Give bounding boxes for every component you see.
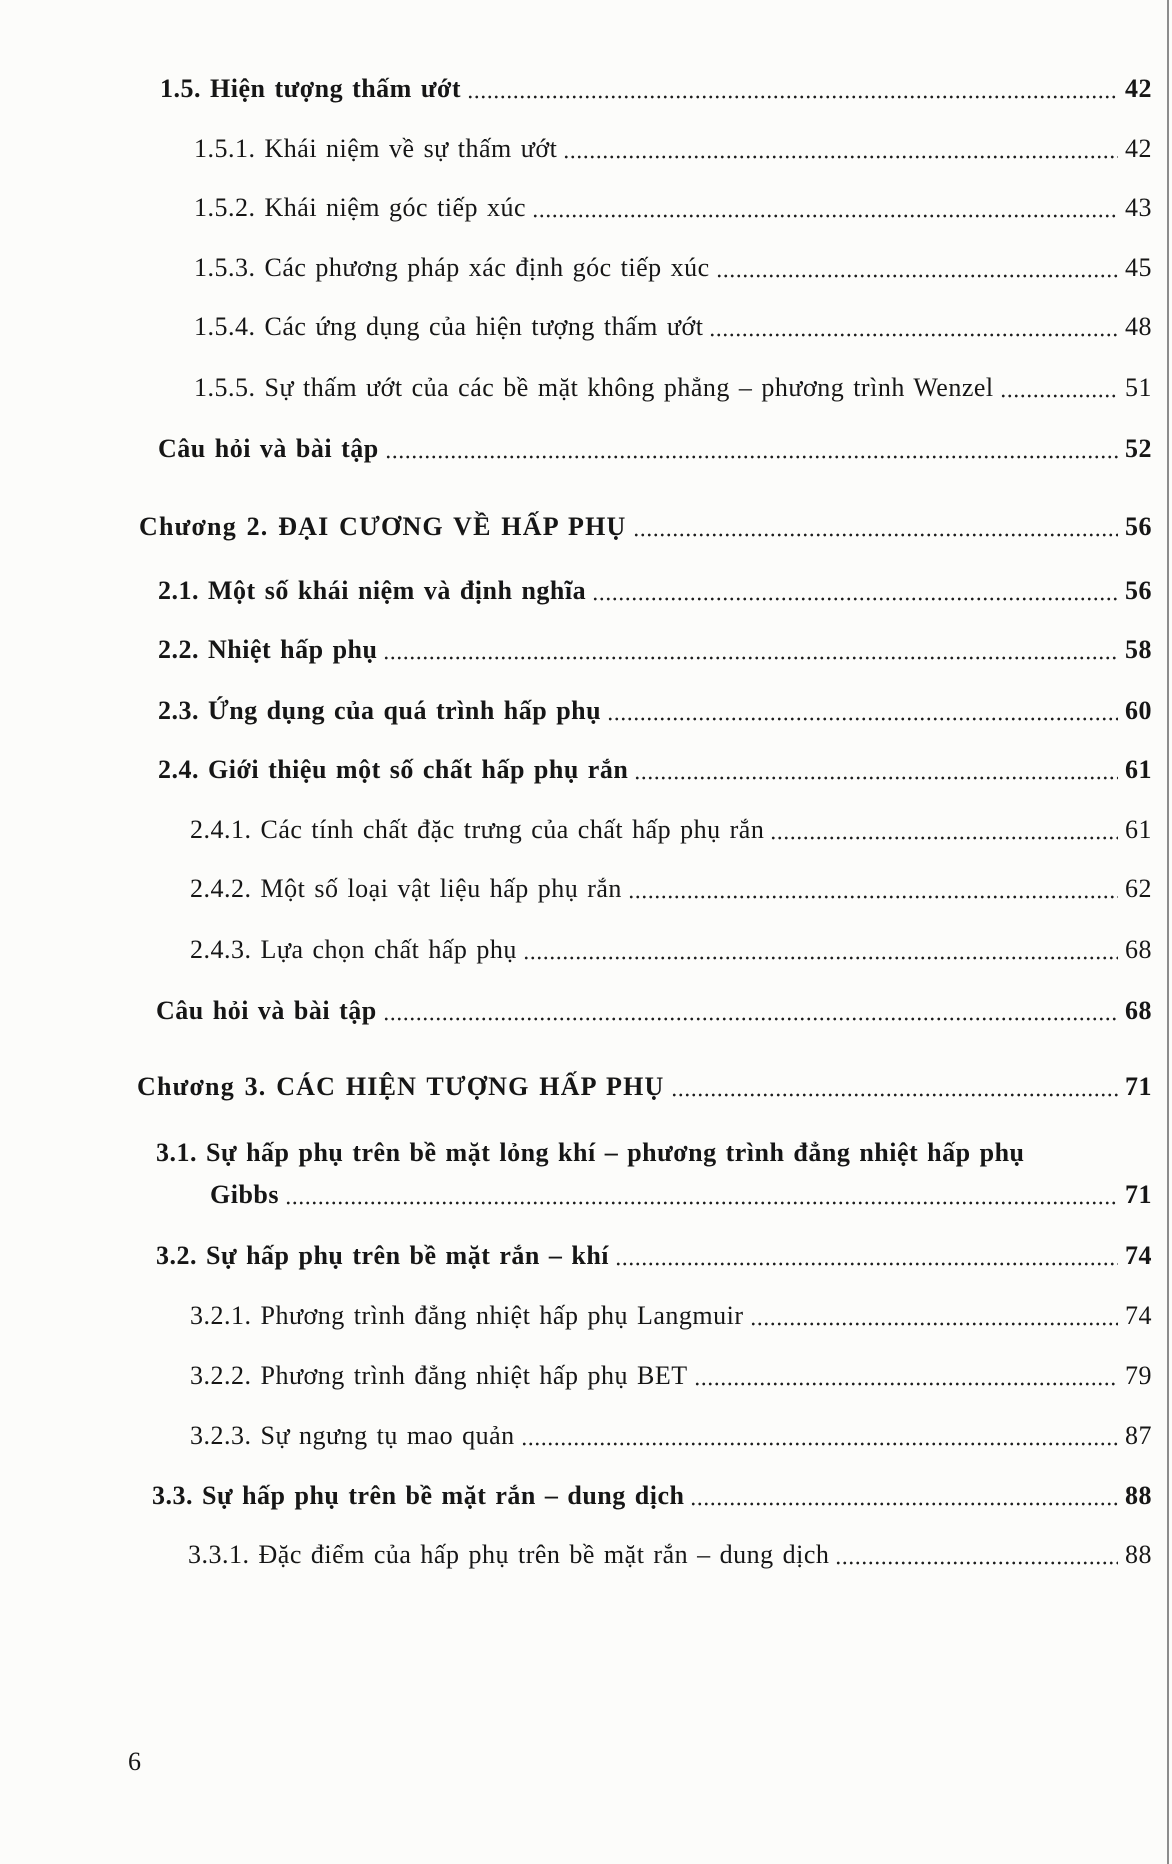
toc-entry-title: Chương 3. CÁC HIỆN TƯỢNG HẤP PHỤ [137,1072,665,1101]
toc-chapter-entry [139,510,1152,544]
dot-leader [383,656,1118,660]
dot-leader [750,1322,1118,1326]
toc-entry-page: 52 [1125,434,1152,463]
toc-questions-entry [156,994,1152,1028]
toc-entry-page: 61 [1125,755,1152,784]
toc-section-entry [158,633,1152,667]
toc-entry-title: Câu hỏi và bài tập [158,434,379,463]
toc-entry-page: 79 [1125,1361,1152,1390]
toc-entry-page: 88 [1125,1481,1152,1510]
toc-subsection-entry [194,371,1152,405]
dot-leader [628,895,1118,899]
toc-entry-page: 45 [1125,253,1152,282]
toc-entry-title: 3.1. Sự hấp phụ trên bề mặt lỏng khí – phương trình đẳng nhiệt hấp phụ [156,1138,1025,1167]
toc-entry-title: 1.5. Hiện tượng thấm ướt [160,74,461,103]
toc-subsection-entry [194,310,1152,344]
toc-entry-title: Câu hỏi và bài tập [156,996,377,1025]
toc-subsection-entry [190,872,1152,906]
toc-entry-title: 2.4.2. Một số loại vật liệu hấp phụ rắn [190,874,622,903]
toc-entry-page: 71 [1125,1072,1152,1101]
toc-subsection-entry [194,251,1152,285]
toc-entry-title: 1.5.4. Các ứng dụng của hiện tượng thấm ướt [194,312,704,341]
toc-subsection-entry [194,191,1152,225]
toc-entry-page: 48 [1125,312,1152,341]
toc-section-entry [152,1479,1152,1513]
toc-entry-page: 60 [1125,696,1152,725]
dot-leader [383,1017,1118,1021]
toc-entry-page: 58 [1125,635,1152,664]
toc-entry-title: 3.2. Sự hấp phụ trên bề mặt rắn – khí [156,1241,610,1270]
toc-entry-title: 2.4.3. Lựa chọn chất hấp phụ [190,935,517,964]
dot-leader [770,836,1118,840]
toc-section-entry [160,72,1152,106]
toc-entry-page: 71 [1125,1180,1152,1209]
toc-subsection-entry [190,933,1152,967]
toc-entry-title: 2.2. Nhiệt hấp phụ [158,635,378,664]
dot-leader [1000,394,1118,398]
toc-entry-title: Chương 2. ĐẠI CƯƠNG VỀ HẤP PHỤ [139,512,627,541]
toc-section-entry-line2 [210,1178,1152,1212]
toc-entry-title: 3.2.2. Phương trình đẳng nhiệt hấp phụ BET [190,1361,688,1390]
toc-entry-title: 1.5.3. Các phương pháp xác định góc tiếp xúc [194,253,710,282]
toc-subsection-entry [190,1299,1152,1333]
toc-entry-page: 68 [1125,996,1152,1025]
toc-entry-title-continuation: Gibbs [210,1180,279,1209]
dot-leader [615,1262,1118,1266]
page-edge [1167,0,1169,1864]
toc-entry-title: 3.2.1. Phương trình đẳng nhiệt hấp phụ Langmuir [190,1301,744,1330]
toc-subsection-entry [190,1359,1152,1393]
dot-leader [694,1382,1118,1386]
toc-section-entry [158,694,1152,728]
toc-entry-title: 3.3. Sự hấp phụ trên bề mặt rắn – dung dịch [152,1481,685,1510]
page-number: 6 [128,1747,141,1776]
dot-leader [521,1442,1118,1446]
toc-entry-page: 51 [1125,373,1152,402]
dot-leader [592,597,1118,601]
dot-leader [634,776,1118,780]
toc-subsection-entry [194,132,1152,166]
dot-leader [523,956,1118,960]
toc-entry-title: 2.4. Giới thiệu một số chất hấp phụ rắn [158,755,629,784]
toc-entry-title: 1.5.1. Khái niệm về sự thấm ướt [194,134,558,163]
toc-entry-page: 61 [1125,815,1152,844]
toc-section-entry-line1 [156,1136,1152,1170]
dot-leader [716,274,1118,278]
toc-entry-page: 56 [1125,512,1152,541]
toc-subsection-entry [188,1538,1152,1572]
toc-chapter-entry [137,1070,1152,1104]
dot-leader [285,1201,1118,1205]
toc-entry-page: 68 [1125,935,1152,964]
toc-questions-entry [158,432,1152,466]
dot-leader [532,214,1118,218]
toc-entry-page: 42 [1125,74,1152,103]
dot-leader [467,95,1118,99]
dot-leader [607,717,1118,721]
toc-entry-title: 2.3. Ứng dụng của quá trình hấp phụ [158,696,602,725]
toc-entry-page: 62 [1125,874,1152,903]
toc-entry-title: 1.5.5. Sự thấm ướt của các bề mặt không phẳng – phương trình Wenzel [194,373,994,402]
toc-entry-title: 3.3.1. Đặc điểm của hấp phụ trên bề mặt rắn – dung dịch [188,1540,830,1569]
toc-entry-title: 2.4.1. Các tính chất đặc trưng của chất hấp phụ rắn [190,815,765,844]
toc-entry-page: 42 [1125,134,1152,163]
toc-subsection-entry [190,1419,1152,1453]
toc-section-entry [156,1239,1152,1273]
toc-entry-page: 88 [1125,1540,1152,1569]
toc-entry-page: 74 [1125,1301,1152,1330]
dot-leader [671,1093,1118,1097]
dot-leader [835,1561,1118,1565]
dot-leader [385,455,1118,459]
toc-subsection-entry [190,813,1152,847]
toc-entry-title: 1.5.2. Khái niệm góc tiếp xúc [194,193,527,222]
toc-section-entry [158,753,1152,787]
toc-entry-page: 56 [1125,576,1152,605]
toc-entry-page: 43 [1125,193,1152,222]
toc-entry-title: 2.1. Một số khái niệm và định nghĩa [158,576,587,605]
dot-leader [690,1502,1118,1506]
dot-leader [563,155,1118,159]
toc-section-entry [158,574,1152,608]
toc-entry-page: 87 [1125,1421,1152,1450]
dot-leader [633,533,1118,537]
toc-entry-page: 74 [1125,1241,1152,1270]
toc-entry-title: 3.2.3. Sự ngưng tụ mao quản [190,1421,515,1450]
dot-leader [709,333,1118,337]
